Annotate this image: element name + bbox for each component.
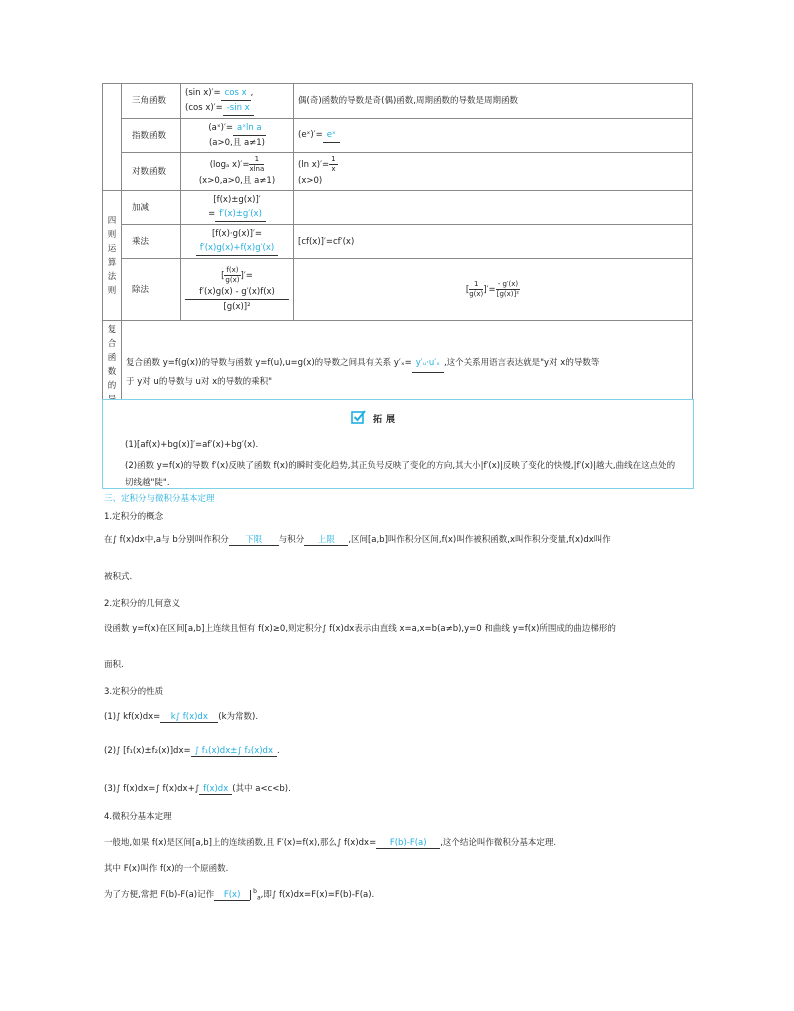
- cos-answer: -sin x: [223, 101, 254, 116]
- add-eq: =: [208, 209, 216, 219]
- prop2-b: .: [276, 746, 280, 756]
- exp-label: 指数函数: [122, 119, 181, 153]
- s3-title: 3.定积分的性质: [104, 687, 164, 697]
- exp-formula: [181, 119, 294, 153]
- prop3-a: (3)∫ f(x)dx=∫ f(x)dx+∫: [104, 784, 200, 794]
- add-answer: f′(x)±g′(x): [215, 207, 266, 222]
- add-formula: [181, 191, 294, 225]
- lim-a: a: [256, 894, 261, 902]
- s1-answer-lower: 下限: [229, 533, 279, 546]
- sin-tail: ,: [250, 88, 254, 98]
- sin-lhs: (sin x)′=: [185, 88, 221, 98]
- mul-right: [cf(x)]′=cf′(x): [294, 225, 693, 259]
- ln-num: 1: [331, 155, 336, 163]
- exp-e-lhs: (eˣ)′=: [298, 130, 323, 140]
- derivative-formula-table: [102, 83, 693, 424]
- log-a-lhs: (logₐ x)′=: [209, 160, 250, 170]
- trig-label: 三角函数: [122, 84, 181, 119]
- div-formula: [ $\frac{f(x)}{g(x)}$ ]′= f′(x)g(x) - g′(x)f(x) [g(x)]²: [181, 259, 294, 321]
- s1-d: 被积式.: [104, 572, 133, 582]
- log-label: 对数函数: [122, 153, 181, 191]
- cos-lhs: (cos x)′=: [185, 103, 223, 113]
- section-heading: 三、定积分与微积分基本定理: [104, 494, 215, 504]
- ln-fraction: [329, 155, 337, 174]
- s1-a: 在∫ f(x)dx中,a与 b分别叫作积分: [104, 535, 229, 545]
- exp-e-formula: [294, 119, 693, 153]
- div-right-num: 1: [469, 280, 483, 290]
- s4-e: ,即∫ f(x)dx=F(x): [260, 890, 328, 900]
- blank-category-cell: [103, 84, 122, 191]
- log-a-fraction: [249, 155, 264, 174]
- s4-a: 一般地,如果 f(x)是区间[a,b]上的连续函数,且 F′(x)=f(x),那么∫ f(x)dx=: [104, 838, 377, 848]
- s4-b: ,这个结论叫作微积分基本定理.: [440, 838, 557, 848]
- div-right-rden: [g(x)]²: [496, 290, 520, 298]
- comp-text2: ,这个关系用语言表达就是"y对 x的导数等: [443, 357, 600, 368]
- s1-text: [104, 533, 611, 546]
- prop2-answer: ∫ f₁(x)dx±∫ f₂(x)dx: [191, 746, 277, 757]
- log-a-num: 1: [249, 155, 264, 165]
- prop3-b: (其中 a<c<b).: [232, 784, 291, 794]
- sin-answer: cos x: [221, 86, 251, 101]
- ln-lhs: (ln x)′=: [298, 160, 330, 170]
- prop1-answer: k∫ f(x)dx: [160, 712, 218, 723]
- mul-formula: [181, 225, 294, 259]
- s1-answer-upper: 上限: [304, 533, 348, 546]
- mul-answer: f′(x)g(x)+f(x)g′(x): [196, 241, 278, 256]
- div-right-rnum: - g′(x): [497, 280, 519, 288]
- ln-condition: (x>0): [298, 176, 323, 186]
- s4-a-line: [104, 836, 556, 849]
- exp-e-answer: eˣ: [323, 128, 340, 143]
- trig-formulas: [181, 84, 294, 119]
- div-lhs-tail: ′=: [243, 270, 253, 281]
- div-rhs-denominator: [g(x)]²: [223, 301, 251, 312]
- exp-a-answer: aˣln a: [233, 121, 266, 136]
- lim-b: b: [253, 888, 257, 896]
- div-lhs-den: g(x): [225, 275, 240, 284]
- s4-d: 为了方便,常把 F(b)-F(a)记作: [104, 890, 215, 900]
- comp-label: 复合函数的: [103, 321, 122, 424]
- s1-c: ,区间[a,b]叫作积分区间,f(x)叫作被积函数,x叫作积分变量,f(x)dx叫作: [348, 535, 611, 545]
- comp-answer: y′ᵤ·u′ₓ: [412, 354, 444, 373]
- trig-note: 偶(奇)函数的导数是奇(偶)函数,周期函数的导数是周期函数: [294, 84, 693, 119]
- prop3-answer: f(x)dx: [199, 784, 232, 795]
- prop3: [104, 782, 291, 795]
- add-label: 加减: [122, 191, 181, 225]
- s4-d-line: [104, 888, 374, 902]
- mul-lhs: [f(x)·g(x)]′=: [211, 229, 263, 239]
- s4-title: 4.微积分基本定理: [104, 812, 172, 822]
- eval-bar: [250, 890, 261, 900]
- div-label: 除法: [122, 259, 181, 321]
- comp-text1: 复合函数 y=f(g(x))的导数与函数 y=f(u),u=g(x)的导数之间具有关系 y′ₓ=: [126, 357, 412, 368]
- exp-a-condition: (a>0,且 a≠1): [208, 138, 265, 148]
- div-rhs-numerator: f′(x)g(x) - g′(x)f(x): [185, 285, 289, 300]
- s2-b: 面积.: [104, 660, 124, 670]
- mul-label: 乘法: [122, 225, 181, 259]
- ln-formula: [294, 153, 693, 191]
- add-right: [294, 191, 693, 225]
- ln-den: x: [331, 165, 336, 173]
- div-lhs-num: f(x): [226, 265, 239, 274]
- log-a-den: xlna: [249, 165, 265, 173]
- div-right: [ $\frac{1}{g(x)}$ ]′= $\frac{- g'(x)}{\text{[g(x)]²}}$: [294, 259, 693, 321]
- s1-title: 1.定积分的概念: [104, 512, 164, 522]
- div-right-fraction: [469, 280, 483, 299]
- s4-answer2: F(x): [214, 890, 250, 901]
- prop2: [104, 746, 280, 757]
- s2-title: 2.定积分的几何意义: [104, 599, 181, 609]
- s2-a: 设函数 y=f(x)在区间[a,b]上连续且恒有 f(x)≥0,则定积分∫ f(x)dx表示由直线 x=a,x=b(a≠b),y=0 和曲线 y=f(x)所围成的曲边梯形的: [104, 624, 616, 634]
- ops-label: 四则运算法则: [103, 191, 122, 321]
- log-a-condition: (x>0,a>0,且 a≠1): [198, 176, 276, 186]
- s4-answer: F(b)-F(a): [376, 838, 440, 849]
- div-lhs-fraction: [224, 266, 240, 285]
- extension-title: 拓展: [373, 415, 400, 425]
- s4-f: =F(b)-F(a).: [327, 890, 375, 900]
- prop1-b: (k为常数).: [218, 712, 259, 722]
- extension-box: [102, 399, 694, 489]
- extension-line2: (2)函数 y=f(x)的导数 f′(x)反映了函数 f(x)的瞬时变化趋势,其正负号反映了变化的方向,其大小|f′(x)|反映了变化的快慢,|f′(x)|越大,曲线在这点处的切线越"陡".: [125, 461, 676, 488]
- div-right-result: [496, 280, 520, 299]
- prop2-a: (2)∫ [f₁(x)±f₂(x)]dx=: [104, 746, 191, 756]
- check-icon: [351, 409, 367, 425]
- div-right-mid: ′=: [486, 285, 496, 295]
- div-right-den: g(x): [469, 290, 484, 298]
- prop1: [104, 710, 258, 723]
- prop1-a: (1)∫ kf(x)dx=: [104, 712, 161, 722]
- add-lhs: [f(x)±g(x)]′: [213, 195, 261, 205]
- s4-c: 其中 F(x)叫作 f(x)的一个原函数.: [104, 864, 229, 874]
- log-formula: [181, 153, 294, 191]
- extension-line1: (1)[af(x)+bg(x)]′=af′(x)+bg′(x).: [125, 440, 259, 450]
- exp-a-lhs: (aˣ)′=: [208, 123, 233, 133]
- comp-text3: 于 y对 u的导数与 u对 x的导数的乘积": [126, 376, 273, 387]
- s1-b: 与积分: [278, 535, 305, 545]
